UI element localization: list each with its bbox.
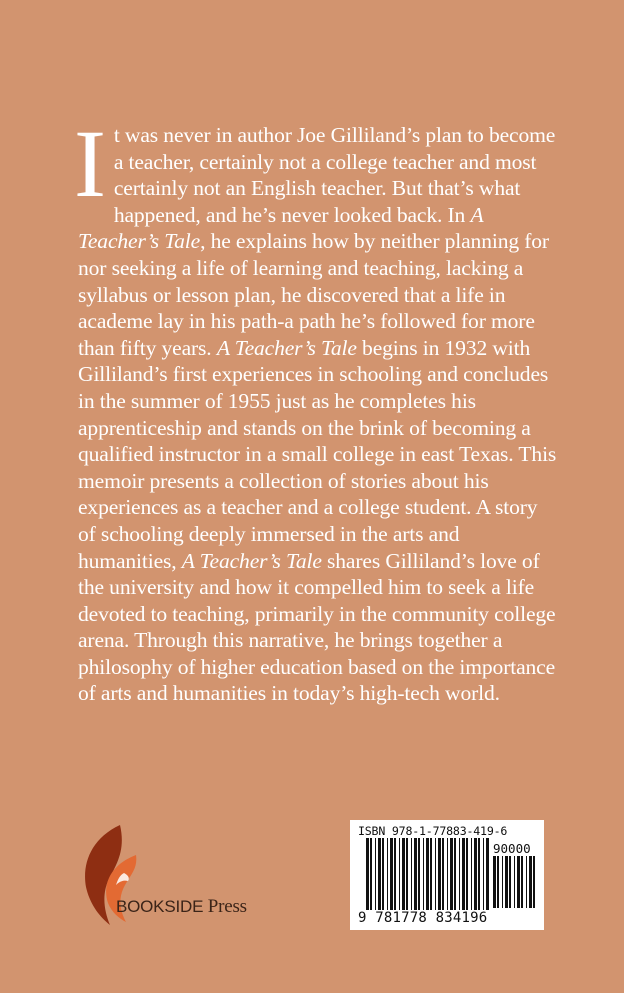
- barcode-bar: [447, 838, 448, 910]
- barcode-bar: [471, 838, 472, 910]
- blurb-paragraph: [78, 122, 560, 707]
- barcode-bar: [390, 838, 393, 910]
- isbn-label: ISBN 978-1-77883-419-6: [358, 824, 508, 838]
- back-cover-blurb: [74, 110, 560, 707]
- barcode-bar: [502, 856, 503, 908]
- addon-barcode-bars: [493, 856, 539, 908]
- isbn-barcode: [350, 820, 544, 930]
- barcode-bar: [459, 838, 460, 910]
- barcode-bar: [387, 838, 388, 910]
- barcode-bar: [430, 838, 432, 910]
- blurb-text-2: , he explains how by neither planning for nor seeking a life of learning and teaching, lacking a syllabus or lesson plan, he discovered that a life in academe lay in his path-a path he’s followed for more than fifty years.: [78, 229, 549, 360]
- barcode-bar: [474, 838, 477, 910]
- barcode-bar: [450, 838, 453, 910]
- barcode-bar: [382, 838, 384, 910]
- barcode-bar: [478, 838, 480, 910]
- publisher-logo: [80, 825, 280, 925]
- publisher-name-suffix: Press: [207, 896, 247, 917]
- book-title-3: A Teacher’s Tale: [181, 548, 322, 573]
- barcode-bar: [529, 856, 532, 908]
- blurb-text-3: begins in 1932 with Gilliland’s first experiences in schooling and concludes in the summer of 1955 just as he completes his apprenticeship and stands on the brink of becoming a qualified instructor in a small college in east Texas. This memoir presents a collection of stories about his experiences as a teacher and a college student. A story of schooling deeply immersed in the arts and humanities,: [78, 335, 557, 573]
- barcode-bar: [394, 838, 396, 910]
- barcode-bar: [406, 838, 408, 910]
- publisher-name-main: BOOKSIDE: [116, 897, 204, 916]
- barcode-bar: [509, 856, 511, 908]
- barcode-bar: [493, 856, 496, 908]
- barcode-bar: [375, 838, 376, 910]
- blurb-text-1: t was never in author Joe Gilliland’s plan to become a teacher, certainly not a college teacher and most certainly not an English teacher. But that’s what happened, and he’s never looked back. In: [113, 123, 556, 227]
- barcode-bar: [497, 856, 499, 908]
- barcode-bar: [533, 856, 535, 908]
- drop-cap: I: [74, 110, 106, 217]
- barcode-bar: [370, 838, 372, 910]
- barcode-bar: [483, 838, 484, 910]
- barcode-bar: [521, 856, 523, 908]
- barcode-bar: [402, 838, 405, 910]
- barcode-bar: [426, 838, 429, 910]
- barcode-bar: [505, 856, 508, 908]
- barcode-bar: [435, 838, 436, 910]
- barcode-bar: [526, 856, 527, 908]
- barcode-bar: [366, 838, 369, 910]
- price-code: 90000: [493, 841, 531, 856]
- barcode-bar: [414, 838, 417, 910]
- publisher-name: [116, 896, 247, 918]
- blurb-text-4: shares Gilliland’s love of the university and how it compelled him to seek a life devoted to teaching, primarily in the community college arena. Through this narrative, he brings together a philosophy of higher education based on the importance of arts and humanities in today’s high-tech world.: [78, 548, 556, 706]
- barcode-bar: [442, 838, 444, 910]
- book-title-2: A Teacher’s Tale: [216, 335, 357, 360]
- barcode-bar: [454, 838, 456, 910]
- barcode-bar: [411, 838, 412, 910]
- book-title-1: A Teacher’s Tale: [78, 202, 484, 254]
- barcode-bar: [466, 838, 468, 910]
- barcode-bar: [462, 838, 465, 910]
- barcode-bar: [423, 838, 424, 910]
- barcode-bar: [438, 838, 441, 910]
- ean-barcode-bars: [366, 838, 490, 910]
- barcode-bar: [517, 856, 520, 908]
- barcode-bar: [486, 838, 489, 910]
- barcode-bar: [418, 838, 420, 910]
- ean-digits: 9 781778 834196: [358, 910, 488, 926]
- barcode-bar: [514, 856, 515, 908]
- barcode-bar: [399, 838, 400, 910]
- barcode-bar: [378, 838, 381, 910]
